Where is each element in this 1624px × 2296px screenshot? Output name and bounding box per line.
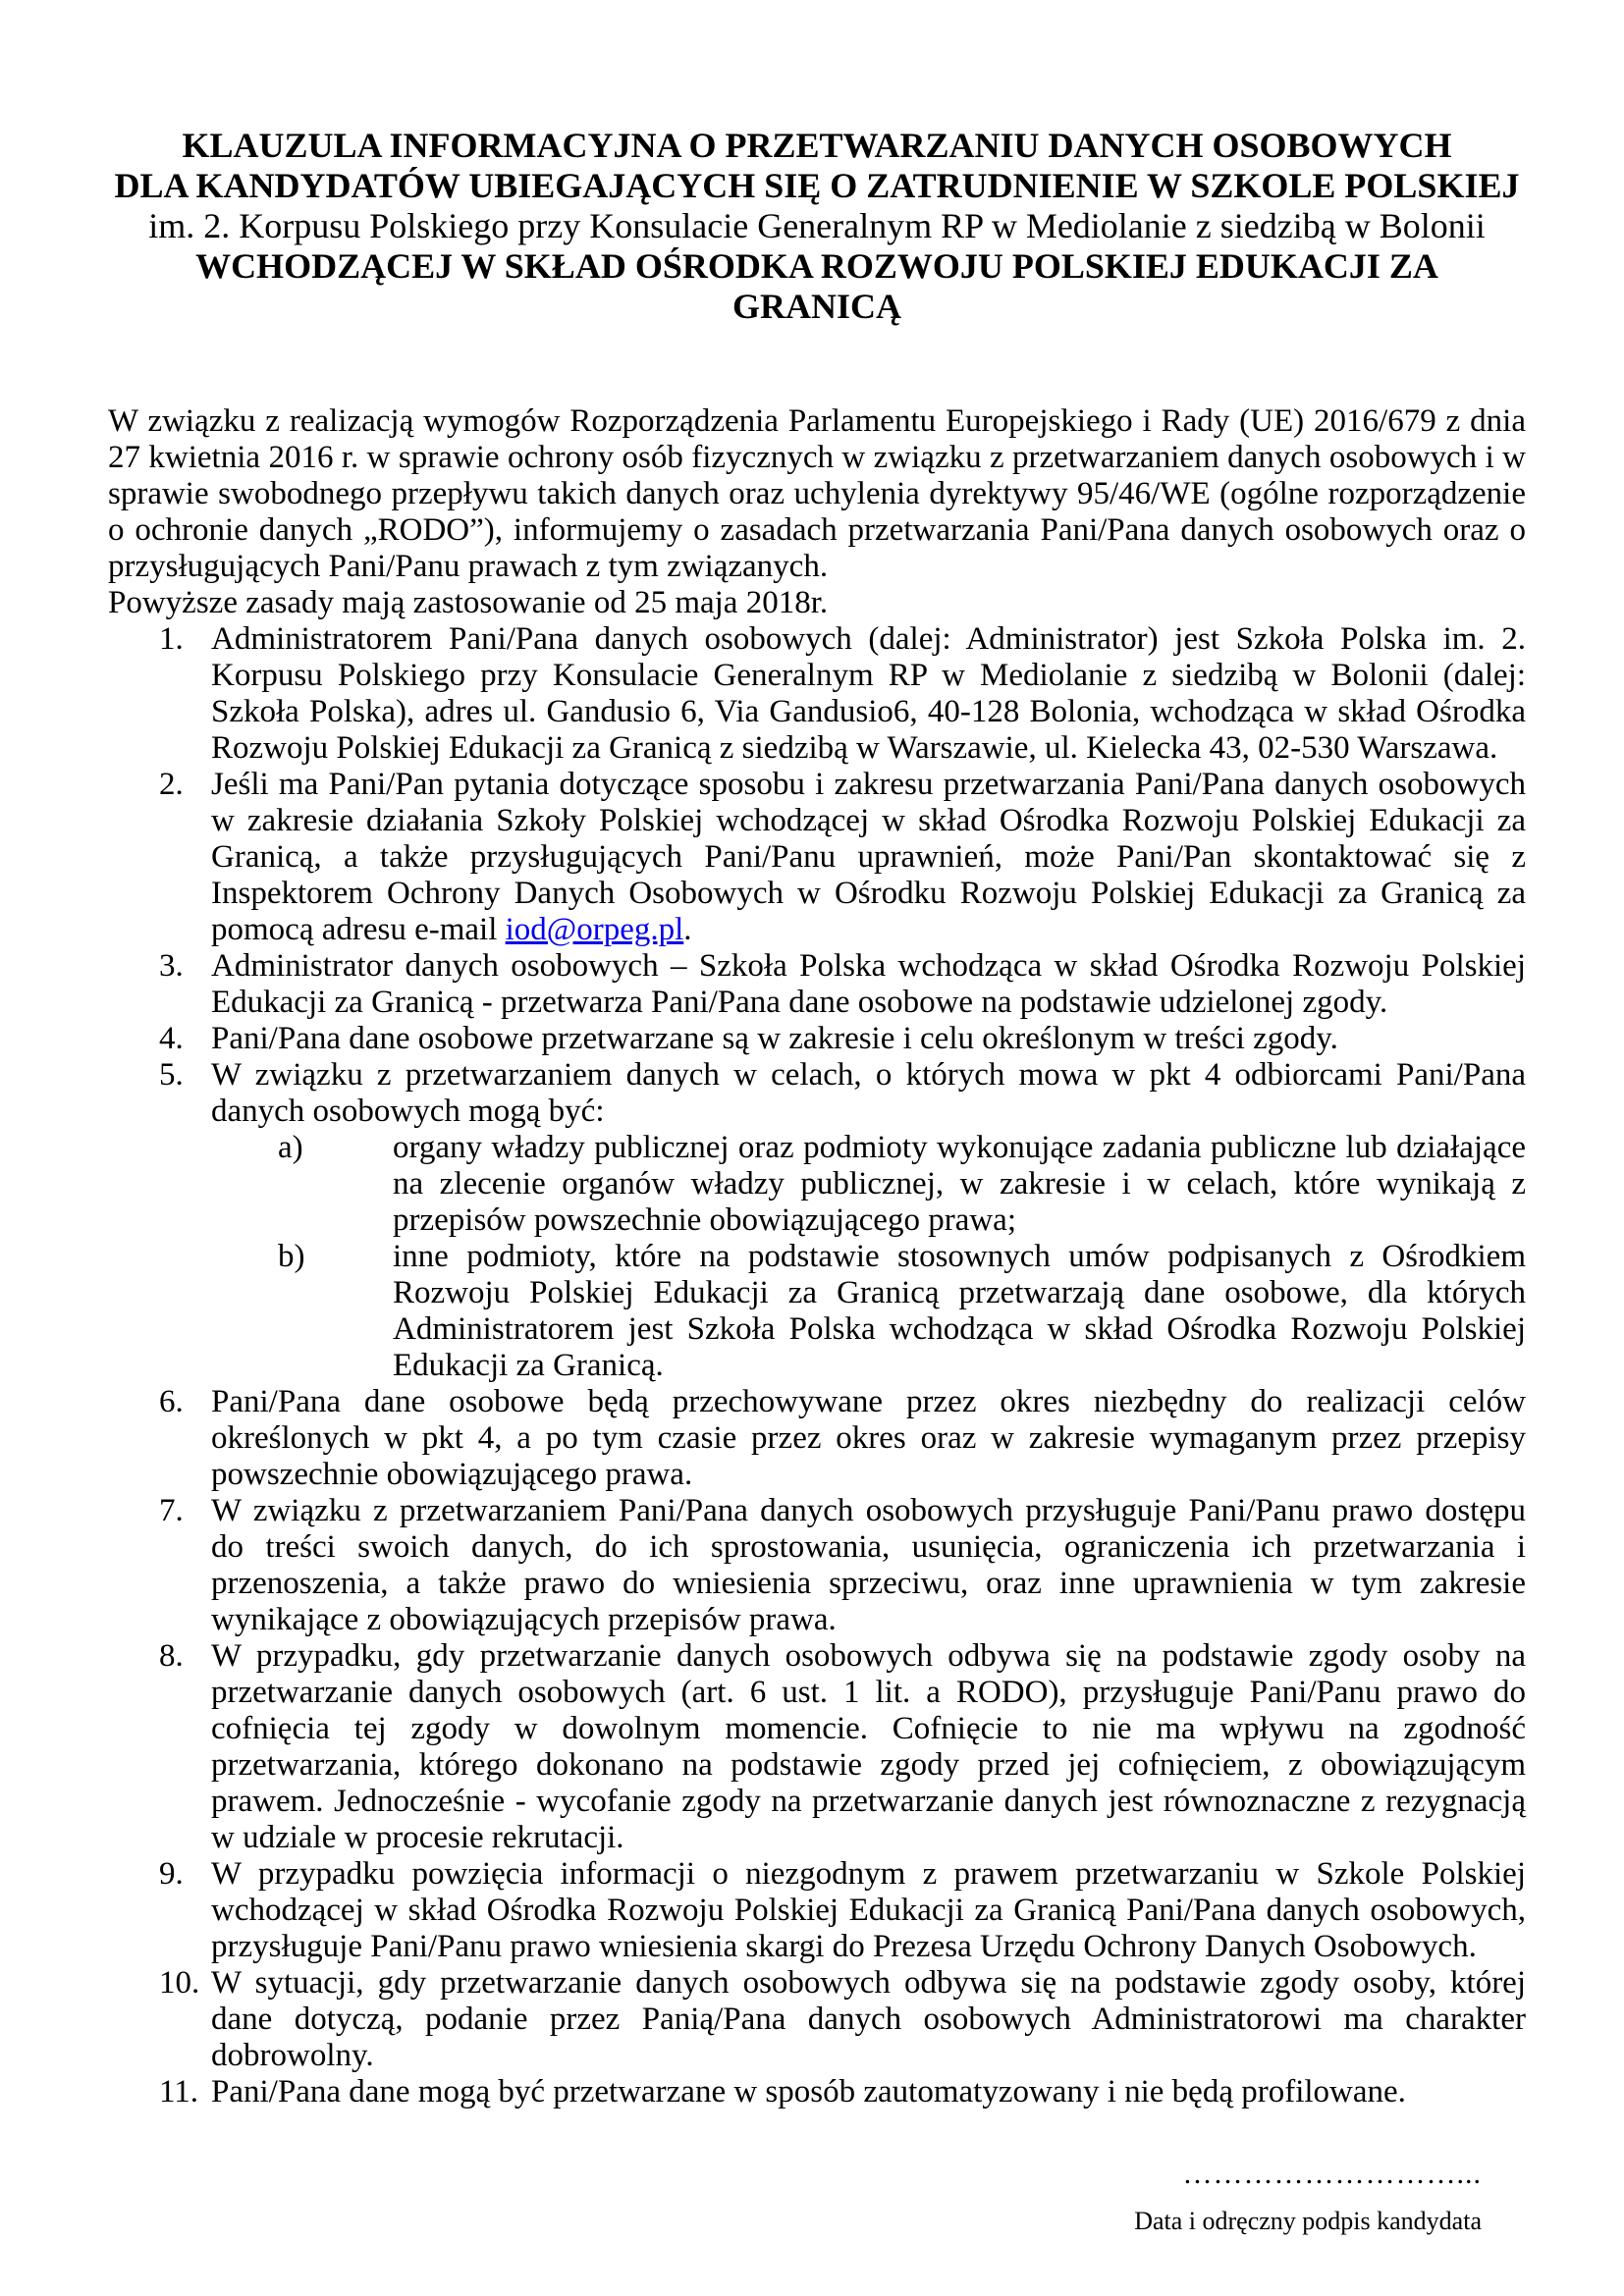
- list-item-number: 3.: [159, 948, 184, 984]
- list-item-number: 9.: [159, 1856, 184, 1892]
- list-item-number: 10.: [159, 1965, 200, 2001]
- list-item-number: 6.: [159, 1384, 184, 1419]
- list-item-9: [108, 1856, 1526, 1965]
- sub-item-text: organy władzy publicznej oraz podmioty wykonujące zadania publiczne lub działające na zlecenie organów władzy publicznej, w zakresie i w celach, które wynikają z przepisów powszechnie obowiązującego prawa;: [393, 1130, 1526, 1238]
- list-item-4: [108, 1021, 1526, 1057]
- list-item-1: [108, 621, 1526, 767]
- sub-item-marker: b): [278, 1239, 305, 1274]
- list-item-11: [108, 2074, 1526, 2110]
- sub-item-b: [211, 1239, 1526, 1384]
- list-item-number: 4.: [159, 1021, 184, 1056]
- list-item-3: [108, 948, 1526, 1021]
- list-item-number: 2.: [159, 767, 184, 802]
- list-item-text: Pani/Pana dane osobowe przetwarzane są w zakresie i celu określonym w treści zgody.: [211, 1021, 1338, 1056]
- list-item-5: [108, 1057, 1526, 1384]
- signature-label: Data i odręczny podpis kandydata: [1134, 2207, 1482, 2235]
- list-item-text: Pani/Pana dane mogą być przetwarzane w sposób zautomatyzowany i nie będą profilowane.: [211, 2074, 1406, 2109]
- list-item-2: [108, 767, 1526, 948]
- list-item-text: W przypadku, gdy przetwarzanie danych osobowych odbywa się na podstawie zgody osoby na przetwarzanie danych osobowych (art. 6 ust. 1 lit. a RODO), przysługuje Pani/Panu prawo do cofnięcia tej zgody w dowolnym momencie. Cofnięcie to nie ma wpływu na zgodność przetwarzania, którego dokonano na podstawie zgody przed jej cofnięciem, z obowiązującym prawem. Jednocześnie - wycofanie zgody na przetwarzanie danych jest równoznaczne z rezygnacją w udziale w procesie rekrutacji.: [211, 1638, 1526, 1855]
- doc-title-line-4: WCHODZĄCEJ W SKŁAD OŚRODKA ROZWOJU POLSKIEJ EDUKACJI ZA GRANICĄ: [195, 246, 1438, 326]
- list-item-text: W związku z przetwarzaniem danych w celach, o których mowa w pkt 4 odbiorcami Pani/Pana danych osobowych mogą być:: [211, 1057, 1526, 1129]
- list-item-number: 11.: [159, 2074, 199, 2109]
- list-item-6: [108, 1384, 1526, 1493]
- list-item-text: W sytuacji, gdy przetwarzanie danych osobowych odbywa się na podstawie zgody osoby, której dane dotyczą, podanie przez Panią/Pana danych osobowych Administratorowi ma charakter dobrowolny.: [211, 1965, 1526, 2073]
- list-item-text: Pani/Pana dane osobowe będą przechowywane przez okres niezbędny do realizacji celów określonych w pkt 4, a po tym czasie przez okres oraz w zakresie wymaganym przez przepisy powszechnie obowiązującego prawa.: [211, 1384, 1526, 1492]
- list-item-8: [108, 1638, 1526, 1856]
- effective-date-line: Powyższe zasady mają zastosowanie od 25 maja 2018r.: [108, 585, 829, 620]
- list-item-text: Jeśli ma Pani/Pan pytania dotyczące sposobu i zakresu przetwarzania Pani/Pana danych osobowych w zakresie działania Szkoły Polskiej wchodzącej w skład Ośrodka Rozwoju Polskiej Edukacji za Granicą, a także przysługujących Pani/Panu uprawnień, może Pani/Pan skontaktować się z Inspektorem Ochrony Danych Osobowych w Ośrodku Rozwoju Polskiej Edukacji za Granicą za pomocą adresu e-mail: [211, 767, 1526, 947]
- sub-item-text: inne podmioty, które na podstawie stosownych umów podpisanych z Ośrodkiem Rozwoju Polskiej Edukacji za Granicą przetwarzają dane osobowe, dla których Administratorem jest Szkoła Polska wchodząca w skład Ośrodka Rozwoju Polskiej Edukacji za Granicą.: [393, 1239, 1526, 1383]
- list-item-text: Administratorem Pani/Pana danych osobowych (dalej: Administrator) jest Szkoła Polska im. 2. Korpusu Polskiego przy Konsulacie Generalnym RP w Mediolanie z siedzibą w Bolonii (dalej: Szkoła Polska), adres ul. Gandusio 6, Via Gandusio6, 40-128 Bolonia, wchodząca w skład Ośrodka Rozwoju Polskiej Edukacji za Granicą z siedzibą w Warszawie, ul. Kielecka 43, 02-530 Warszawa.: [211, 621, 1526, 766]
- list-item-text-after-link: .: [683, 912, 692, 947]
- email-link[interactable]: iod@orpeg.pl: [505, 912, 684, 947]
- doc-title-line-1: KLAUZULA INFORMACYJNA O PRZETWARZANIU DANYCH OSOBOWYCH: [182, 126, 1452, 165]
- doc-title-line-3: im. 2. Korpusu Polskiego przy Konsulacie Generalnym RP w Mediolanie z siedzibą w Bolonii: [148, 206, 1486, 245]
- list-item-number: 7.: [159, 1493, 184, 1528]
- list-item-10: [108, 1965, 1526, 2074]
- numbered-list: [108, 621, 1526, 2110]
- list-item-text: Administrator danych osobowych – Szkoła Polska wchodząca w skład Ośrodka Rozwoju Polskiej Edukacji za Granicą - przetwarza Pani/Pana dane osobowe na podstawie udzielonej zgody.: [211, 948, 1526, 1020]
- list-item-number: 8.: [159, 1638, 184, 1674]
- list-item-number: 5.: [159, 1057, 184, 1093]
- sub-item-a: [211, 1130, 1526, 1239]
- signature-dotted-line: ………………………...: [1182, 2158, 1482, 2190]
- list-item-text: W związku z przetwarzaniem Pani/Pana danych osobowych przysługuje Pani/Panu prawo dostępu do treści swoich danych, do ich sprostowania, usunięcia, ograniczenia ich przetwarzania i przenoszenia, a także prawo do wniesienia sprzeciwu, oraz inne uprawnienia w tym zakresie wynikające z obowiązujących przepisów prawa.: [211, 1493, 1526, 1637]
- doc-title-line-2: DLA KANDYDATÓW UBIEGAJĄCYCH SIĘ O ZATRUDNIENIE W SZKOLE POLSKIEJ: [114, 166, 1520, 205]
- list-item-text: W przypadku powzięcia informacji o niezgodnym z prawem przetwarzaniu w Szkole Polskiej wchodzącej w skład Ośrodka Rozwoju Polskiej Edukacji za Granicą Pani/Pana danych osobowych, przysługuje Pani/Panu prawo wniesienia skargi do Prezesa Urzędu Ochrony Danych Osobowych.: [211, 1856, 1526, 1964]
- intro-paragraph: W związku z realizacją wymogów Rozporządzenia Parlamentu Europejskiego i Rady (UE) 2016/679 z dnia 27 kwietnia 2016 r. w sprawie ochrony osób fizycznych w związku z przetwarzaniem danych osobowych i w sprawie swobodnego przepływu takich danych oraz uchylenia dyrektywy 95/46/WE (ogólne rozporządzenie o ochronie danych „RODO”), informujemy o zasadach przetwarzania Pani/Pana danych osobowych oraz o przysługujących Pani/Panu prawach z tym związanych.: [108, 403, 1526, 584]
- signature-block: [108, 2158, 1526, 2236]
- sub-item-marker: a): [278, 1130, 303, 1165]
- list-item-number: 1.: [159, 621, 184, 657]
- document-title: [108, 126, 1526, 327]
- list-item-7: [108, 1493, 1526, 1638]
